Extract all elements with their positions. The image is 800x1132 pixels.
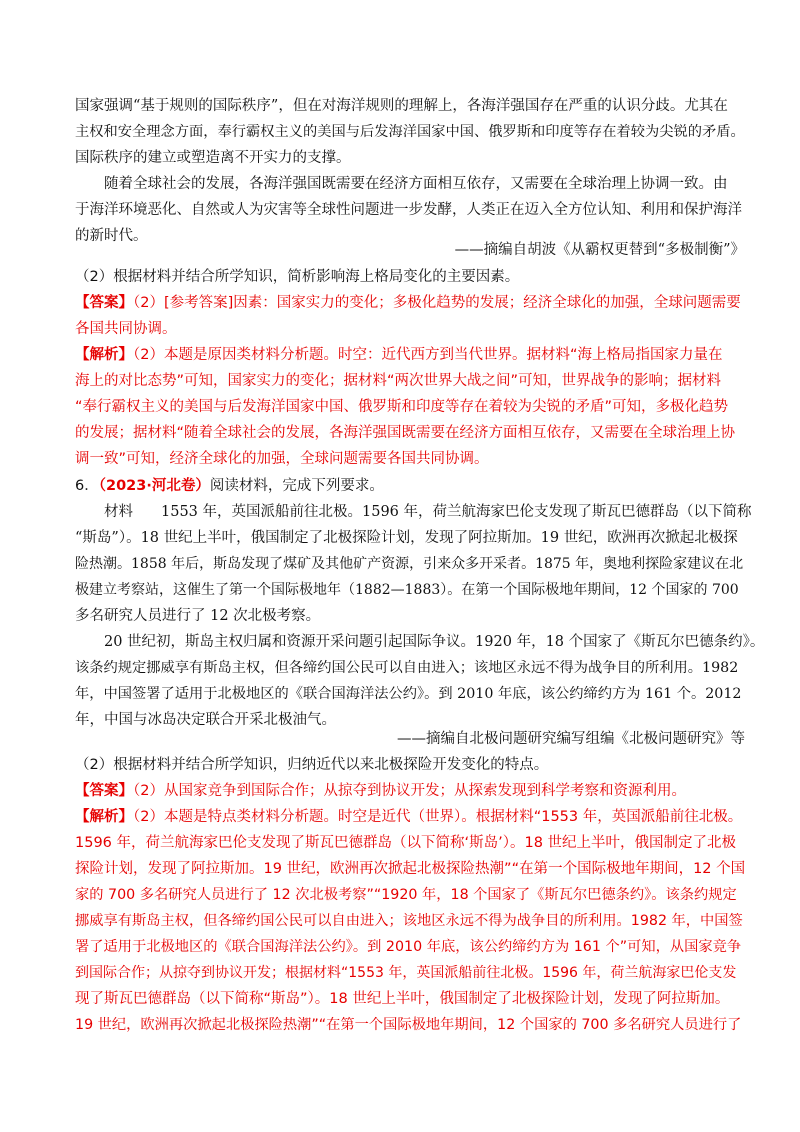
material-line: 国际秩序的建立或塑造离不开实力的支撑。 [75,150,351,166]
analysis-text: 现了斯瓦巴德群岛（以下简称“斯岛”）。18 世纪上半叶，俄国制定了北极探险计划，发现了阿拉斯加。 [75,991,730,1007]
answer-block [75,293,745,313]
analysis-text: 19 世纪，欧洲再次掀起北极探险热潮”“在第一个国际极地年期间，12 个国家的 700 多名研究人员进行了 [75,1017,742,1033]
answer-text: （2）从国家竞争到国际合作；从掠夺到协议开发；从探索发现到科学考察和资源利用。 [133,783,686,799]
analysis-text: 家的 700 多名研究人员进行了 12 次北极考察”“1920 年，18 个国家了《斯瓦尔巴德条约》。该条约规定 [75,887,737,903]
analysis-text: 的发展；据材料“随着全球社会的发展，各海洋强国既需要在经济方面相互依存，又需要在全球治理上协 [75,425,736,441]
material-line: 随着全球社会的发展，各海洋强国既需要在经济方面相互依存，又需要在全球治理上协调一致。由 [104,176,728,192]
answer-text: 各国共同协调。 [75,321,177,337]
analysis-block [75,345,745,365]
analysis-text: 海上的对比态势”可知，国家实力的变化；据材料“两次世界大战之间”可知，世界战争的影响；据材料 [75,373,722,389]
answer-block [75,781,745,801]
question-source-tag: （2023·河北卷） [98,478,210,494]
analysis-text: 调一致”可知，经济全球化的加强，全球问题需要各国共同协调。 [75,451,489,467]
answer-tag: 【答案】 [75,783,133,799]
material-line: 国家强调“基于规则的国际秩序”，但在对海洋规则的理解上，各海洋强国存在严重的认识分歧。尤其在 [75,98,728,114]
material-line: 多名研究人员进行了 12 次北极考察。 [75,608,321,624]
material-line: 于海洋环境恶化、自然或人为灾害等全球性问题进一步发酵，人类正在迈入全方位认知、利用和保护海洋 [75,202,742,218]
question-text: （2）根据材料并结合所学知识，归纳近代以来北极探险开发变化的特点。 [75,757,549,773]
material-line: 年，中国与冰岛决定联合开采北极油气。 [75,712,336,728]
analysis-text: 署了适用于北极地区的《联合国海洋法公约》。到 2010 年底，该公约缔约方为 161 个”可知，从国家竞争 [75,939,742,955]
answer-tag: 【答案】 [75,295,133,311]
analysis-tag: 【解析】 [75,347,133,363]
material-line: 年，中国签署了适用于北极地区的《联合国海洋法公约》。到 2010 年底，该公约缔约方为 161 个。2012 [75,686,742,702]
material-text: 1553 年，英国派船前往北极。1596 年，荷兰航海家巴伦支发现了斯瓦巴德群岛（以下简称 [161,504,752,520]
material-label: 材料 [104,504,133,520]
analysis-text: （2）本题是特点类材料分析题。时空是近代（世界）。根据材料“1553 年，英国派船前往北极。 [133,809,743,825]
analysis-text: “奉行霸权主义的美国与后发海洋国家中国、俄罗斯和印度等存在着较为尖锐的矛盾”可知，多极化趋势 [75,399,729,415]
analysis-text: 探险计划，发现了阿拉斯加。19 世纪，欧洲再次掀起北极探险热潮”“在第一个国际极地年期间，12 个国 [75,861,746,877]
analysis-text: 挪威享有斯岛主权，但各缔约国公民可以自由进入；该地区永远不得为战争目的所利用。1982 年，中国签 [75,913,743,929]
material-line: 极建立考察站，这催生了第一个国际极地年（1882—1883）。在第一个国际极地年期间，12 个国家的 700 [75,582,739,598]
analysis-text: 1596 年，荷兰航海家巴伦支发现了斯瓦巴德群岛（以下简称‘斯岛’）。18 世纪上半叶，俄国制定了北极 [75,835,737,851]
question-prompt: 阅读材料，完成下列要求。 [209,478,384,494]
answer-text: （2）[参考答案]因素：国家实力的变化；多极化趋势的发展；经济全球化的加强，全球问题需要 [133,295,741,311]
analysis-block [75,807,745,827]
analysis-tag: 【解析】 [75,809,133,825]
material-line: 20 世纪初，斯岛主权归属和资源开采问题引起国际争议。1920 年，18 个国家了《斯瓦尔巴德条约》。 [104,634,765,650]
material-source: ——摘编自北极问题研究编写组编《北极问题研究》等 [397,731,745,747]
question-heading [75,476,745,496]
material-line: “斯岛”）。18 世纪上半叶，俄国制定了北极探险计划，发现了阿拉斯加。19 世纪，欧洲再次掀起北极探 [75,530,738,546]
material-source: ——摘编自胡波《从霸权更替到“多极制衡”》 [454,242,745,258]
analysis-text: 到国际合作；从掠夺到协议开发；根据材料“1553 年，英国派船前往北极。1596 年，荷兰航海家巴伦支发 [75,965,737,981]
material-line [75,502,774,522]
material-line: 险热潮。1858 年后，斯岛发现了煤矿及其他矿产资源，引来众多开采者。1875 年，奥地利探险家建议在北 [75,556,744,572]
analysis-text: （2）本题是原因类材料分析题。时空：近代西方到当代世界。据材料“海上格局指国家力量在 [133,347,723,363]
question-text: （2）根据材料并结合所学知识，简析影响海上格局变化的主要因素。 [75,269,520,285]
material-line: 的新时代。 [75,228,148,244]
question-number: 6． [75,478,99,494]
material-line: 该条约规定挪威享有斯岛主权，但各缔约国公民可以自由进入；该地区永远不得为战争目的所利用。1982 [75,660,739,676]
material-line: 主权和安全理念方面，奉行霸权主义的美国与后发海洋国家中国、俄罗斯和印度等存在着较为尖锐的矛盾。 [75,124,745,140]
